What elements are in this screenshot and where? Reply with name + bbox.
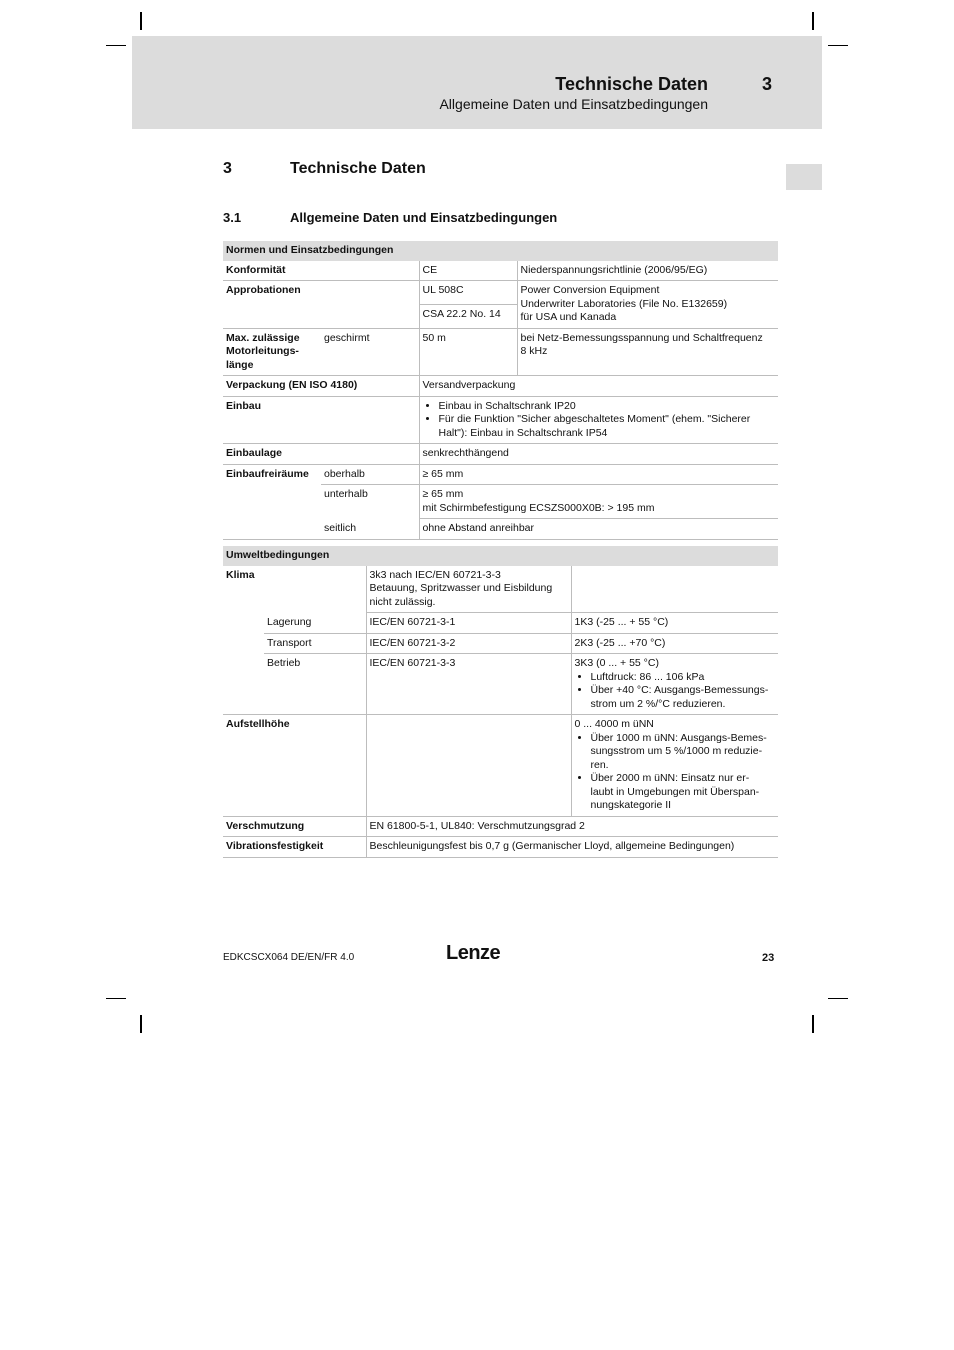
row-sublabel: Betrieb (264, 654, 366, 715)
row-value (419, 485, 778, 519)
desc-line: Power Conversion Equipment (520, 284, 660, 296)
row-desc: Niederspannungsrichtlinie (2006/95/EG) (517, 261, 778, 281)
crop-mark (812, 12, 814, 30)
table-heading-row (223, 546, 778, 566)
label-line: Max. zulässige (226, 331, 300, 344)
row-value: CSA 22.2 No. 14 (419, 304, 517, 328)
value-line: 0 ... 4000 m üNN (574, 718, 654, 730)
row-sublabel: oberhalb (321, 464, 419, 485)
subsection-title: Allgemeine Daten und Einsatzbedingungen (290, 210, 558, 225)
list-item-line: laubt in Umgebungen mit Überspan- (590, 785, 760, 798)
value-line: nicht zulässig. (369, 595, 436, 608)
value-line: 3K3 (0 ... + 55 °C) (574, 657, 659, 669)
table-row (223, 633, 778, 654)
list-item-line: Über 1000 m üNN: Ausgangs-Bemes- (590, 731, 767, 744)
row-sublabel: geschirmt (321, 328, 419, 376)
desc-line: bei Netz-Bemessungsspannung und Schaltfrequenz (520, 331, 763, 344)
crop-mark (140, 12, 142, 30)
row-value: IEC/EN 60721-3-3 (366, 654, 571, 715)
row-value (366, 566, 571, 613)
row-value: ≥ 65 mm (419, 464, 778, 485)
bullet-list (575, 671, 776, 712)
norms-table (223, 241, 778, 540)
row-value (366, 715, 571, 817)
list-item: • Einbau in Schaltschrank IP20 (439, 400, 776, 414)
desc-line: 8 kHz (520, 345, 548, 357)
list-item (439, 413, 776, 440)
row-label: Aufstellhöhe (223, 715, 366, 817)
row-value: CE (419, 261, 517, 281)
row-desc: 2K3 (-25 ... +70 °C) (571, 633, 778, 654)
row-desc (571, 654, 778, 715)
table-row (223, 464, 778, 485)
row-label (223, 328, 321, 376)
document-code: EDKCSCX064 DE/EN/FR 4.0 (223, 952, 355, 963)
table-heading-row (223, 241, 778, 261)
row-label: Konformität (223, 261, 419, 281)
table-row (223, 328, 778, 376)
row-value: senkrechthängend (419, 444, 778, 465)
list-item-line: Für die Funktion "Sicher abgeschaltetes Moment" (ehem. "Sicherer (438, 413, 751, 425)
table-row (223, 396, 778, 444)
table-row (223, 444, 778, 465)
table-row (223, 566, 778, 613)
bullet-list (423, 400, 776, 441)
environment-heading: Umweltbedingungen (223, 546, 778, 566)
value-line: 3k3 nach IEC/EN 60721-3-3 (369, 568, 501, 581)
row-label: Einbaufreiräume (223, 464, 321, 539)
table-row (223, 816, 778, 837)
lenze-logo: Lenze (446, 942, 501, 964)
indent-cell (223, 633, 264, 654)
list-item-line: strom um 2 %/°C reduzieren. (590, 697, 726, 710)
crop-mark (140, 1015, 142, 1033)
list-item-line: Halt"): Einbau in Schaltschrank IP54 (438, 426, 608, 439)
row-label: Verpackung (EN ISO 4180) (223, 376, 419, 397)
row-value: 50 m (419, 328, 517, 376)
crop-mark (106, 45, 126, 46)
chapter-side-tab (786, 164, 822, 190)
crop-mark (106, 998, 126, 999)
list-item-line: ren. (590, 758, 609, 771)
label-line: länge (226, 358, 254, 371)
row-value: UL 508C (419, 281, 517, 305)
value-line: Betauung, Spritzwasser und Eisbildung (369, 582, 553, 594)
list-item (591, 732, 776, 773)
table-row (223, 654, 778, 715)
norms-heading: Normen und Einsatzbedingungen (223, 241, 778, 261)
row-desc: 1K3 (-25 ... + 55 °C) (571, 613, 778, 634)
header-title: Technische Daten (555, 74, 708, 94)
header-subtitle: Allgemeine Daten und Einsatzbedingungen (439, 96, 708, 112)
list-item-line: Über +40 °C: Ausgangs-Bemessungs- (590, 684, 769, 696)
table-row (223, 715, 778, 817)
row-sublabel: seitlich (321, 519, 419, 540)
row-desc (517, 328, 778, 376)
row-value (419, 396, 778, 444)
value-line: ≥ 65 mm (422, 488, 464, 500)
subsection-number: 3.1 (223, 210, 242, 225)
row-value: IEC/EN 60721-3-1 (366, 613, 571, 634)
table-row (223, 281, 778, 305)
indent-cell (223, 613, 264, 634)
table-row (223, 613, 778, 634)
row-label: Vibrationsfestigkeit (223, 837, 366, 858)
row-desc (517, 281, 778, 329)
list-item-line: Über 2000 m üNN: Einsatz nur er- (590, 772, 750, 784)
row-value: Versandverpackung (419, 376, 778, 397)
row-value: IEC/EN 60721-3-2 (366, 633, 571, 654)
table-row (223, 837, 778, 858)
row-sublabel: unterhalb (324, 488, 368, 500)
page-number: 23 (762, 952, 775, 964)
indent-cell (223, 654, 264, 715)
row-value: ohne Abstand anreihbar (419, 519, 778, 540)
row-label: Einbaulage (223, 444, 419, 465)
desc-line: für USA und Kanada (520, 311, 617, 323)
section-title: Technische Daten (290, 160, 426, 177)
label-line: Motorleitungs- (226, 345, 299, 357)
list-item-line: sungsstrom um 5 %/1000 m reduzie- (590, 745, 763, 757)
environment-table (223, 546, 778, 858)
row-label: Approbationen (223, 281, 419, 329)
value-line: mit Schirmbefestigung ECSZS000X0B: > 195 mm (422, 501, 655, 514)
table-row (223, 376, 778, 397)
list-item (591, 684, 776, 711)
row-label: Klima (226, 568, 255, 581)
list-item (591, 772, 776, 813)
row-desc (571, 566, 778, 613)
section-number: 3 (223, 160, 232, 177)
crop-mark (828, 998, 848, 999)
crop-mark (828, 45, 848, 46)
row-value: EN 61800-5-1, UL840: Verschmutzungsgrad 2 (366, 816, 778, 837)
list-item-line: nungskategorie II (590, 799, 672, 811)
row-label: Verschmutzung (223, 816, 366, 837)
desc-line: Underwriter Laboratories (File No. E132659) (520, 297, 728, 310)
header-chapter-number: 3 (762, 74, 773, 94)
row-sublabel: Transport (264, 633, 366, 654)
row-label: Einbau (223, 396, 419, 444)
row-sublabel: Lagerung (264, 613, 366, 634)
row-desc (571, 715, 778, 817)
table-row (223, 261, 778, 281)
header-band (132, 36, 822, 129)
bullet-list (575, 732, 776, 813)
list-item: • Luftdruck: 86 ... 106 kPa (591, 671, 776, 685)
crop-mark (812, 1015, 814, 1033)
row-value: Beschleunigungsfest bis 0,7 g (Germanischer Lloyd, allgemeine Bedingungen) (366, 837, 778, 858)
